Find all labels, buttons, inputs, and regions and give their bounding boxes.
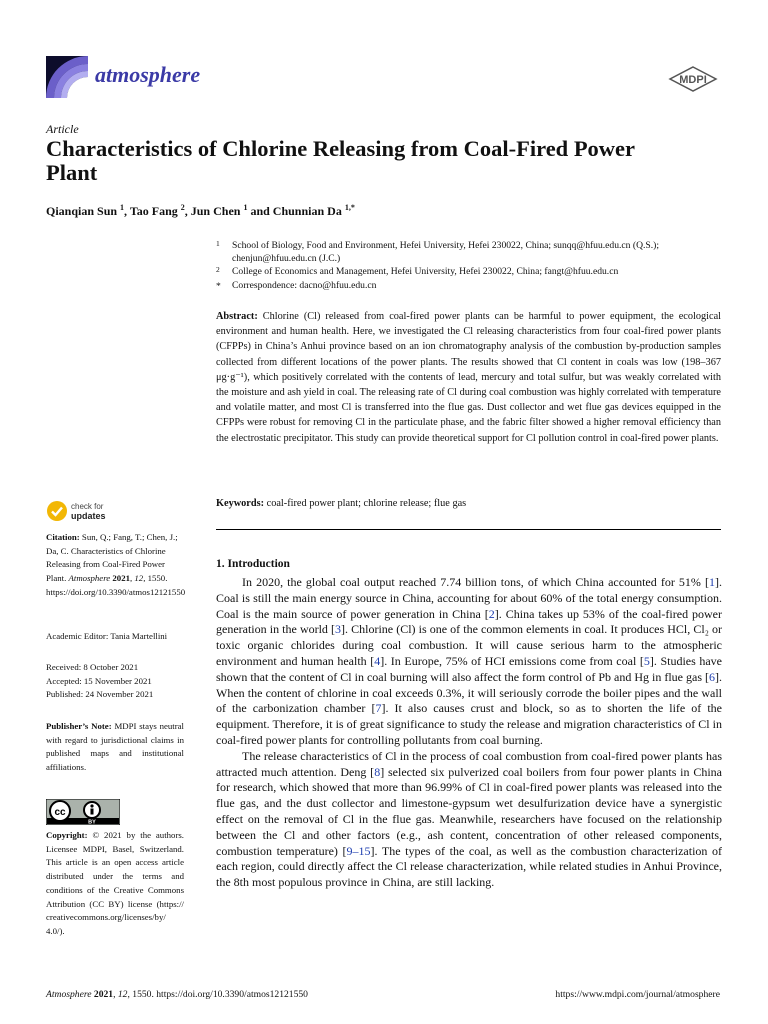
footer-doi: , 1550. https://doi.org/10.3390/atmos12121550	[127, 989, 308, 1000]
dates-block	[46, 661, 184, 702]
body-text-segment: ]. Chlorine (Cl) is one of the common elements in coal. It produces HCl, Cl₂ or toxic organic chlorides during coal combustion. It will cause serious harm to the atmospheric environment and human health [	[216, 622, 722, 668]
author-name: Jun Chen	[190, 204, 241, 218]
affiliation-mark: *	[216, 281, 221, 292]
author-affiliation-mark: 1,*	[344, 203, 355, 212]
citation-label: Citation:	[46, 532, 80, 542]
citation-ref-link[interactable]: 2	[488, 606, 495, 621]
body-text-segment: ]. Coal is still the main energy source in China, accounting for about 60% of the total energy consumption. Coal is the main source of power generation in China [	[216, 575, 722, 621]
publisher-note-text: MDPI stays neutral with regard to jurisdictional claims in published maps and institutional affiliations.	[46, 721, 184, 773]
affiliation-text: School of Biology, Food and Environment, Hefei University, Hefei 230022, China; sunqq@hfuu.edu.cn (Q.S.); chenjun@hfuu.edu.cn (J.C.)	[232, 240, 659, 264]
body-text-segment: ]. Studies have shown that the content of Cl in coal burning will also affect the form control of Pb and Hg in flue gas [	[216, 653, 722, 684]
article-type: Article	[46, 122, 79, 136]
citation-journal: Atmosphere	[68, 573, 111, 584]
footer-citation: Atmosphere 2021, 12, 1550. https://doi.org/10.3390/atmos12121550	[46, 989, 308, 1000]
author-name: Chunnian Da	[272, 204, 342, 218]
abstract-label: Abstract:	[216, 311, 258, 322]
cc-by-license-icon[interactable]	[46, 799, 120, 825]
author-name: Qianqian Sun	[46, 204, 118, 218]
body-text-segment: ] selected six pulverized coal boilers from four power plants in China for research, which showed that more than 96.99% of Cl in coal-fired power plants was released into the flue gas, and the dust collector and limestone-gypsum wet desulfurization device have a synergistic effect on the removal of Cl in the flue gas. Meanwhile, researchers have focused on the relationship between the Cl and other factors (e.g., ash content, concentration of other released components, combustion temperature) [	[216, 764, 722, 858]
author-name: Tao Fang	[129, 204, 178, 218]
body-text-segment: ]. It also causes crust and block, so as to shorten the life of the equipment. Therefore, it is of great significance to study the release and migration characteristics of Cl in coal-fired power plants for controlling pollutants from coal burning.	[216, 701, 723, 747]
publisher-note-label: Publisher’s Note:	[46, 721, 112, 731]
citation-ref-link[interactable]: 8	[374, 764, 381, 779]
affiliation-text: Correspondence: dacno@hfuu.edu.cn	[232, 280, 377, 291]
citation-block: Citation: Sun, Q.; Fang, T.; Chen, J.; Da, C. Characteristics of Chlorine Releasing from Coal-Fired Power Plant. Atmosphere 2021, 12, 1550. https://doi.org/10.3390/atmos12121550	[46, 532, 186, 597]
author-affiliation-mark: 2	[180, 203, 185, 212]
accepted-date: Accepted: 15 November 2021	[46, 675, 152, 686]
cc-by-text: BY	[88, 819, 96, 825]
check-for-updates-icon	[46, 500, 68, 522]
affiliation-mark: 1	[216, 239, 220, 248]
body-text-segment: ]. When the content of chlorine in coal exceeds 0.3%, it will seriously corrode the boiler pipes and the wall of the carbonization chamber [	[216, 669, 723, 716]
affiliation-text: College of Economics and Management, Hefei University, Hefei 230022, China; fangt@hfuu.edu.cn	[232, 266, 619, 277]
copyright-block	[46, 829, 184, 939]
published-date: Published: 24 November 2021	[46, 689, 154, 700]
copyright-label: Copyright:	[46, 830, 88, 840]
received-date: Received: 8 October 2021	[46, 662, 139, 672]
citation-ref-link[interactable]: 9–15	[346, 843, 371, 858]
paper-title: Characteristics of Chlorine Releasing from Coal-Fired Power Plant	[46, 136, 635, 185]
footer-journal-url[interactable]: https://www.mdpi.com/journal/atmosphere	[555, 989, 720, 1000]
affiliation-mark: 2	[216, 265, 220, 274]
citation-ref-link[interactable]: 4	[374, 653, 381, 668]
abstract-text: Chlorine (Cl) released from coal-fired power plants can be harmful to power equipment, the ecological environment and human health. Here, we investigated the Cl releasing characteristics from four coal-fired power plants (CFPPs) in China’s Anhui province based on an ion chromatography analysis of the combustion by-production samples collected from different locations of the power plants. The results showed that Cl content in coals was low (198–367 μg·g⁻¹), which positively correlated with the contents of lead, mercury and total sulfur, but was weakly correlated with the moisture and ash yield in coal. The releasing rate of Cl during coal combustion was highly correlated with temperature and volatile matter, and most Cl is transferred into the flue gas. Dust collector and wet flue gas devices equipped in the CFPPs were robust for removing Cl in the particulate phase, and the fabric filter showed a higher removal efficiency than the electrostatic precipitator. This study can provide theoretical support for Cl pollution control in coal-fired power plants.	[216, 311, 721, 444]
journal-logo-icon	[46, 56, 88, 98]
keywords-text: coal-fired power plant; chlorine release; flue gas	[266, 498, 467, 509]
citation-ref-link[interactable]: 7	[375, 701, 382, 716]
citation-text: Sun, Q.; Fang, T.; Chen, J.; Da, C. Characteristics of Chlorine Releasing from Coal-Fired Power Plant.	[46, 532, 178, 584]
academic-editor: Academic Editor: Tania Martellini	[46, 631, 168, 641]
journal-name: atmosphere	[95, 62, 201, 87]
paragraph	[216, 575, 722, 749]
section-divider	[216, 529, 721, 530]
citation-doi: , 1550. https://doi.org/10.3390/atmos12121550	[46, 573, 186, 597]
citation-ref-link[interactable]: 6	[709, 669, 716, 684]
body-text-segment: ]. The types of the coal, as well as the combustion characterization of each region, could directly affect the Cl release characterization, while related studies in Anhui Province, the 8th most populous province in China, are still lacking.	[216, 843, 723, 890]
svg-text:cc: cc	[54, 807, 66, 818]
abstract	[216, 309, 721, 446]
check-for-updates-button[interactable]	[46, 500, 166, 526]
check-for-label: check for	[71, 502, 104, 511]
citation-year: 2021	[112, 573, 130, 584]
body-text-segment: ]. China takes up 53% of the coal-fired power generation in the world [	[216, 606, 723, 637]
copyright-text: © 2021 by the authors. Licensee MDPI, Basel, Switzerland. This article is an open access article distributed under the terms and conditions of the Creative Commons Attribution (CC BY) license (https:// creativecommons.org/licenses/by/ 4.0/).	[46, 830, 184, 936]
body-text-segment: The release characteristics of Cl in the process of coal combustion from coal-fired power plants has attracted much attention. Deng [	[216, 748, 722, 779]
mdpi-logo-icon	[668, 66, 718, 92]
author-list: Qianqian Sun $^1$, Tao Fang $^2$, Jun Chen $^1$ and Chunnian Da $^{1,*}$	[46, 203, 355, 218]
keywords-label: Keywords:	[216, 498, 265, 509]
citation-ref-link[interactable]: 5	[643, 653, 650, 668]
footer-year: 2021	[93, 989, 114, 1000]
keywords	[216, 498, 721, 509]
body-text	[216, 575, 722, 891]
citation-ref-link[interactable]: 3	[335, 622, 342, 637]
updates-label: updates	[71, 511, 106, 521]
section-heading: 1. Introduction	[216, 558, 290, 570]
body-text-segment: In 2020, the global coal output reached 7.74 billion tons, of which China accounted for 51% [	[242, 575, 709, 589]
mdpi-text: MDPI	[679, 74, 707, 86]
author-affiliation-mark: 1	[243, 203, 248, 212]
paragraph	[216, 749, 722, 891]
citation-ref-link[interactable]: 1	[709, 575, 715, 589]
publisher-note	[46, 720, 184, 775]
author-affiliation-mark: 1	[120, 203, 125, 212]
citation-volume: 12	[134, 573, 144, 584]
footer-volume: 12	[117, 989, 128, 1000]
footer-journal: Atmosphere	[46, 989, 92, 1000]
body-text-segment: ]. In Europe, 75% of HCI emissions come from coal [	[380, 653, 644, 668]
